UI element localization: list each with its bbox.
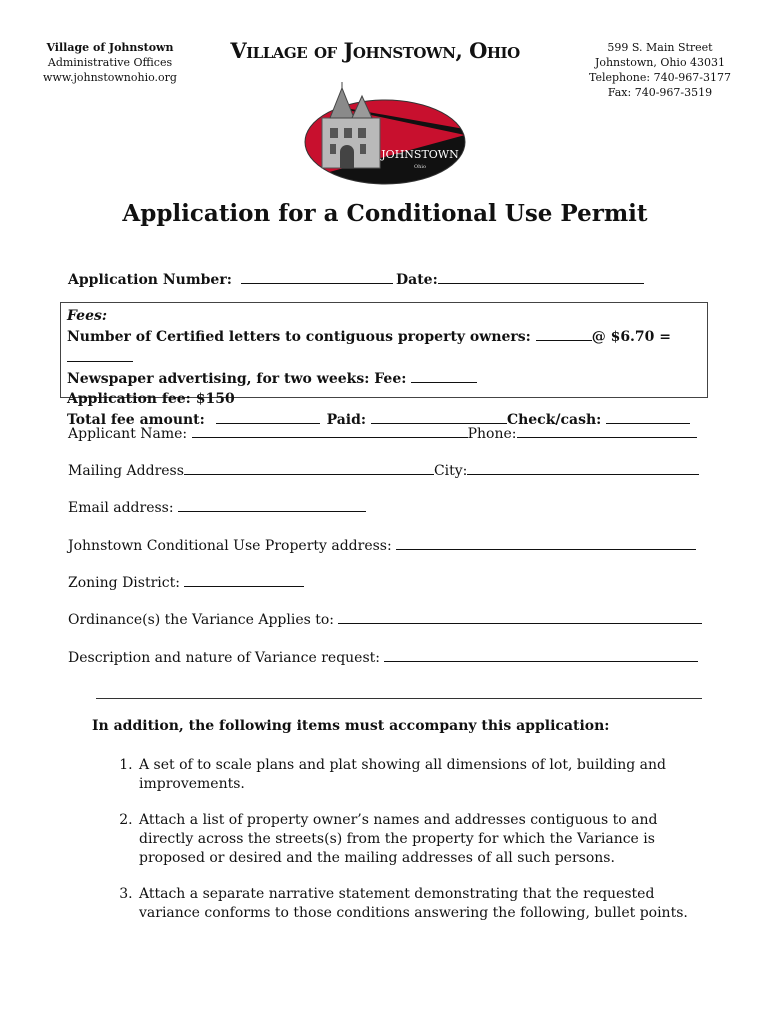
- email-label: Email address:: [68, 500, 174, 516]
- applicant-row: [68, 423, 697, 442]
- phone-field[interactable]: [517, 423, 697, 438]
- form-title: Application for a Conditional Use Permit: [122, 200, 648, 227]
- zoning-row: [68, 572, 304, 591]
- total-label: Total fee amount:: [67, 412, 205, 428]
- telephone: Telephone: 740-967-3177: [589, 71, 731, 84]
- city-field[interactable]: [467, 460, 699, 475]
- description-field[interactable]: [384, 647, 698, 662]
- app-number-row: [68, 269, 393, 288]
- description-continuation-line[interactable]: [96, 698, 702, 699]
- app-number-field[interactable]: [241, 269, 393, 284]
- description-row: [68, 647, 698, 666]
- zoning-label: Zoning District:: [68, 575, 180, 591]
- check-field[interactable]: [606, 409, 690, 424]
- application-fee: Application fee: $150: [67, 391, 235, 407]
- requirement-item: 1. A set of to scale plans and plat showing all dimensions of lot, building and improvements.: [137, 756, 712, 794]
- requirements-intro: In addition, the following items must accompany this application:: [92, 718, 610, 734]
- email-row: [68, 497, 366, 516]
- building-icon: [322, 82, 380, 168]
- newspaper-label: Newspaper advertising, for two weeks: Fee:: [67, 371, 407, 387]
- fees-box: [60, 302, 708, 428]
- header-right: [560, 40, 760, 100]
- requirements-list: [92, 756, 712, 923]
- fees-heading: Fees:: [67, 308, 108, 324]
- logo-text: JOHNSTOWN: [381, 148, 459, 161]
- website: www.johnstownohio.org: [43, 71, 177, 84]
- header-left: [20, 40, 200, 85]
- phone-label: Phone:: [467, 426, 517, 442]
- certified-count-field[interactable]: [536, 326, 592, 341]
- fax: Fax: 740-967-3519: [607, 86, 713, 99]
- street-address: 599 S. Main Street: [607, 41, 713, 54]
- city-label: City:: [433, 463, 468, 479]
- applicant-name-label: Applicant Name:: [68, 426, 188, 442]
- certified-total-field[interactable]: [67, 347, 133, 362]
- paid-label: Paid:: [326, 412, 367, 428]
- property-label: Johnstown Conditional Use Property address:: [68, 538, 392, 554]
- dept-name: Administrative Offices: [47, 56, 173, 69]
- email-field[interactable]: [178, 497, 366, 512]
- property-row: [68, 535, 696, 554]
- mailing-label: Mailing Address: [68, 463, 184, 479]
- ordinance-field[interactable]: [338, 609, 702, 624]
- applicant-name-field[interactable]: [192, 423, 468, 438]
- requirement-item: 3. Attach a separate narrative statement demonstrating that the requested variance conforms to those conditions answering the following, bullet points.: [137, 885, 712, 923]
- description-label: Description and nature of Variance request:: [68, 650, 380, 666]
- requirements-section: [92, 717, 712, 940]
- zoning-field[interactable]: [184, 572, 304, 587]
- certified-row: [67, 326, 701, 368]
- ordinance-row: [68, 609, 702, 628]
- date-label: Date:: [396, 272, 438, 288]
- certified-rate: @ $6.70 =: [591, 329, 672, 345]
- city-address: Johnstown, Ohio 43031: [594, 56, 726, 69]
- logo-subtext: Ohio: [414, 164, 426, 170]
- property-field[interactable]: [396, 535, 696, 550]
- village-logo: [300, 80, 470, 190]
- date-field[interactable]: [438, 269, 644, 284]
- certified-label: Number of Certified letters to contiguous property owners:: [67, 329, 531, 345]
- app-number-label: Application Number:: [68, 272, 232, 288]
- mailing-row: [68, 460, 699, 479]
- requirement-item: 2. Attach a list of property owner’s names and addresses contiguous to and directly across the streets(s) from the property for which the Variance is proposed or desired and the mailing addresses of all such persons.: [137, 811, 712, 868]
- mailing-field[interactable]: [184, 460, 434, 475]
- header-title: Village of Johnstown, Ohio: [230, 38, 520, 63]
- ordinance-label: Ordinance(s) the Variance Applies to:: [68, 612, 335, 628]
- newspaper-row: [67, 368, 701, 389]
- check-label: Check/cash:: [506, 412, 602, 428]
- org-name: Village of Johnstown: [46, 41, 174, 54]
- total-fee-field[interactable]: [216, 409, 320, 424]
- date-row: [396, 269, 644, 288]
- paid-field[interactable]: [371, 409, 507, 424]
- newspaper-fee-field[interactable]: [411, 368, 477, 383]
